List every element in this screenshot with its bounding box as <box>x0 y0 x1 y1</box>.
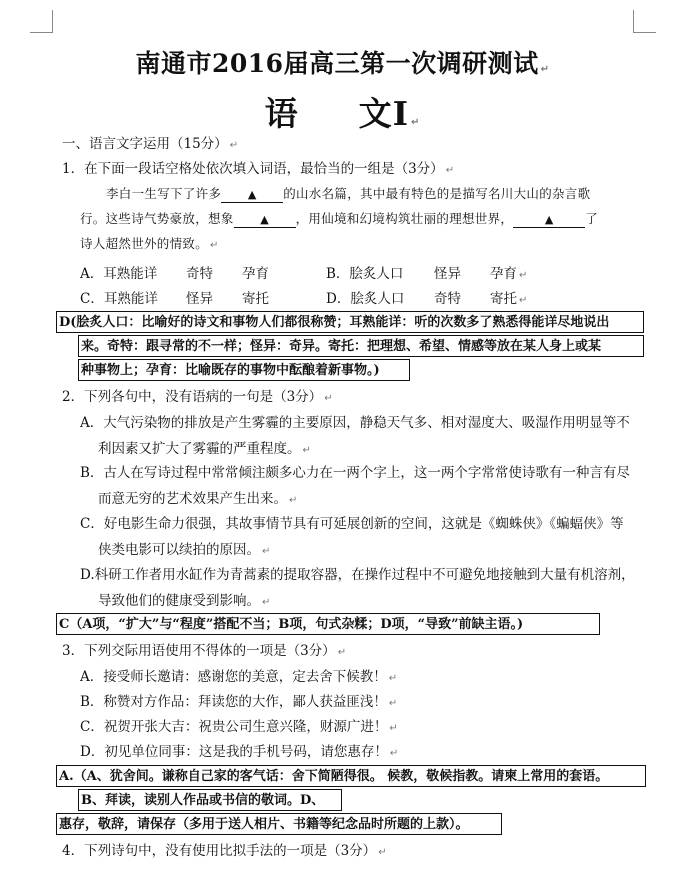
q3-option-c: C．祝贺开张大吉：祝贵公司生意兴隆，财源广进！ ↵ <box>80 719 398 735</box>
subject-title: 语 文Ⅰ ↵ <box>264 94 421 133</box>
q2-option-b-line-1: B．古人在写诗过程中常常倾注颇多心力在一两个字上，这一两个字常常使诗歌有一种言有尽 <box>80 465 630 481</box>
q1-passage-line-3: 诗人超然世外的情致。 ↵ <box>80 236 219 251</box>
crop-mark-top-right <box>633 10 656 33</box>
q1-answer-line-2: 来。奇特：跟寻常的不一样；怪异：奇异。寄托：把理想、希望、情感等放在某人身上或某 <box>78 335 644 357</box>
q1-option-c-3: 寄托 <box>242 291 269 307</box>
q3-answer-line-3: 惠存，敬辞，请保存（多用于送人相片、书籍等纪念品时所题的上款）。 <box>56 813 502 835</box>
q2-answer: C（A项，“扩大”与“程度”搭配不当；B项，句式杂糅；D项，“导致”前缺主语。) <box>56 613 600 635</box>
q3-option-d: D．初见单位同事：这是我的手机号码，请您惠存！ ↵ <box>80 744 399 760</box>
q1-blank-3: ▲ <box>513 213 585 228</box>
q2-option-c-line-1: C．好电影生命力很强，其故事情节具有可延展创新的空间，这就是《蜘蛛侠》《蝙蝠侠》等 <box>80 516 624 532</box>
q1-option-b-2: 怪异 <box>434 266 461 282</box>
q1-option-b-1: B．脍炙人口 <box>326 266 404 282</box>
q3-answer-line-1: A.（A、犹舍间。谦称自己家的客气话：舍下简陋得很。 候教，敬候指教。请柬上常用的套语。 <box>56 765 646 787</box>
q2-option-d-line-2: 导致他们的健康受到影响。 ↵ <box>98 593 271 609</box>
q1-blank-1: ▲ <box>221 188 283 203</box>
crop-mark-top-left <box>30 10 53 33</box>
q1-answer-line-1: D(脍炙人口：比喻好的诗文和事物人们都很称赞；耳熟能详：听的次数多了熟悉得能详尽地说出 <box>56 311 644 333</box>
q2-stem: 2．下列各句中，没有语病的一句是（3分） ↵ <box>62 389 333 405</box>
q1-option-d-1: D．脍炙人口 <box>326 291 405 307</box>
q1-answer-line-3: 种事物上；孕育：比喻既存的事物中酝酿着新事物。) <box>78 359 410 381</box>
q1-stem: 1．在下面一段话空格处依次填入词语，最恰当的一组是（3分） ↵ <box>62 161 455 177</box>
q1-blank-2: ▲ <box>234 213 296 228</box>
q1-option-b-3: 孕育 ↵ <box>490 266 528 282</box>
q1-option-a-1: A．耳熟能详 <box>80 266 158 282</box>
q2-option-b-line-2: 而意无穷的艺术效果产生出来。 ↵ <box>98 491 298 507</box>
q1-option-c-1: C．耳熟能详 <box>80 291 158 307</box>
q2-option-a-line-1: A．大气污染物的排放是产生雾霾的主要原因，静稳天气多、相对湿度大、吸湿作用明显等不 <box>80 415 630 431</box>
q1-option-d-3: 寄托 ↵ <box>490 291 528 307</box>
q1-option-a-3: 孕育 <box>242 266 269 282</box>
q3-answer-line-2: B、拜读，读别人作品或书信的敬词。D、 <box>78 789 342 811</box>
q4-stem: 4．下列诗句中，没有使用比拟手法的一项是（3分） ↵ <box>62 843 387 859</box>
q1-option-d-2: 奇特 <box>434 291 461 307</box>
q1-passage-line-1: 李白一生写下了许多 ▲ 的山水名篇，其中最有特色的是描写名川大山的杂言歌 <box>106 186 591 201</box>
q2-option-d-line-1: D.科研工作者用水缸作为青蒿素的提取容器，在操作过程中不可避免地接触到大量有机溶剂， <box>80 567 635 583</box>
q3-option-b: B．称赞对方作品：拜读您的大作，鄙人获益匪浅！ ↵ <box>80 694 398 710</box>
q1-option-c-2: 怪异 <box>186 291 213 307</box>
exam-title: 南通市2016届高三第一次调研测试 ↵ <box>135 49 550 78</box>
q3-option-a: A．接受师长邀请：感谢您的美意，定去舍下候教！ ↵ <box>80 669 398 685</box>
q2-option-a-line-2: 利因素又扩大了雾霾的严重程度。 ↵ <box>98 441 311 457</box>
q3-stem: 3．下列交际用语使用不得体的一项是（3分） ↵ <box>62 643 347 659</box>
q2-option-c-line-2: 侠类电影可以续拍的原因。 ↵ <box>98 542 271 558</box>
section-heading: 一、语言文字运用（15分） ↵ <box>62 136 239 152</box>
q1-passage-line-2: 行。这些诗气势豪放，想象 ▲ ，用仙境和幻境构筑壮丽的理想世界， ▲ 了 <box>80 211 599 226</box>
q1-option-a-2: 奇特 <box>186 266 213 282</box>
